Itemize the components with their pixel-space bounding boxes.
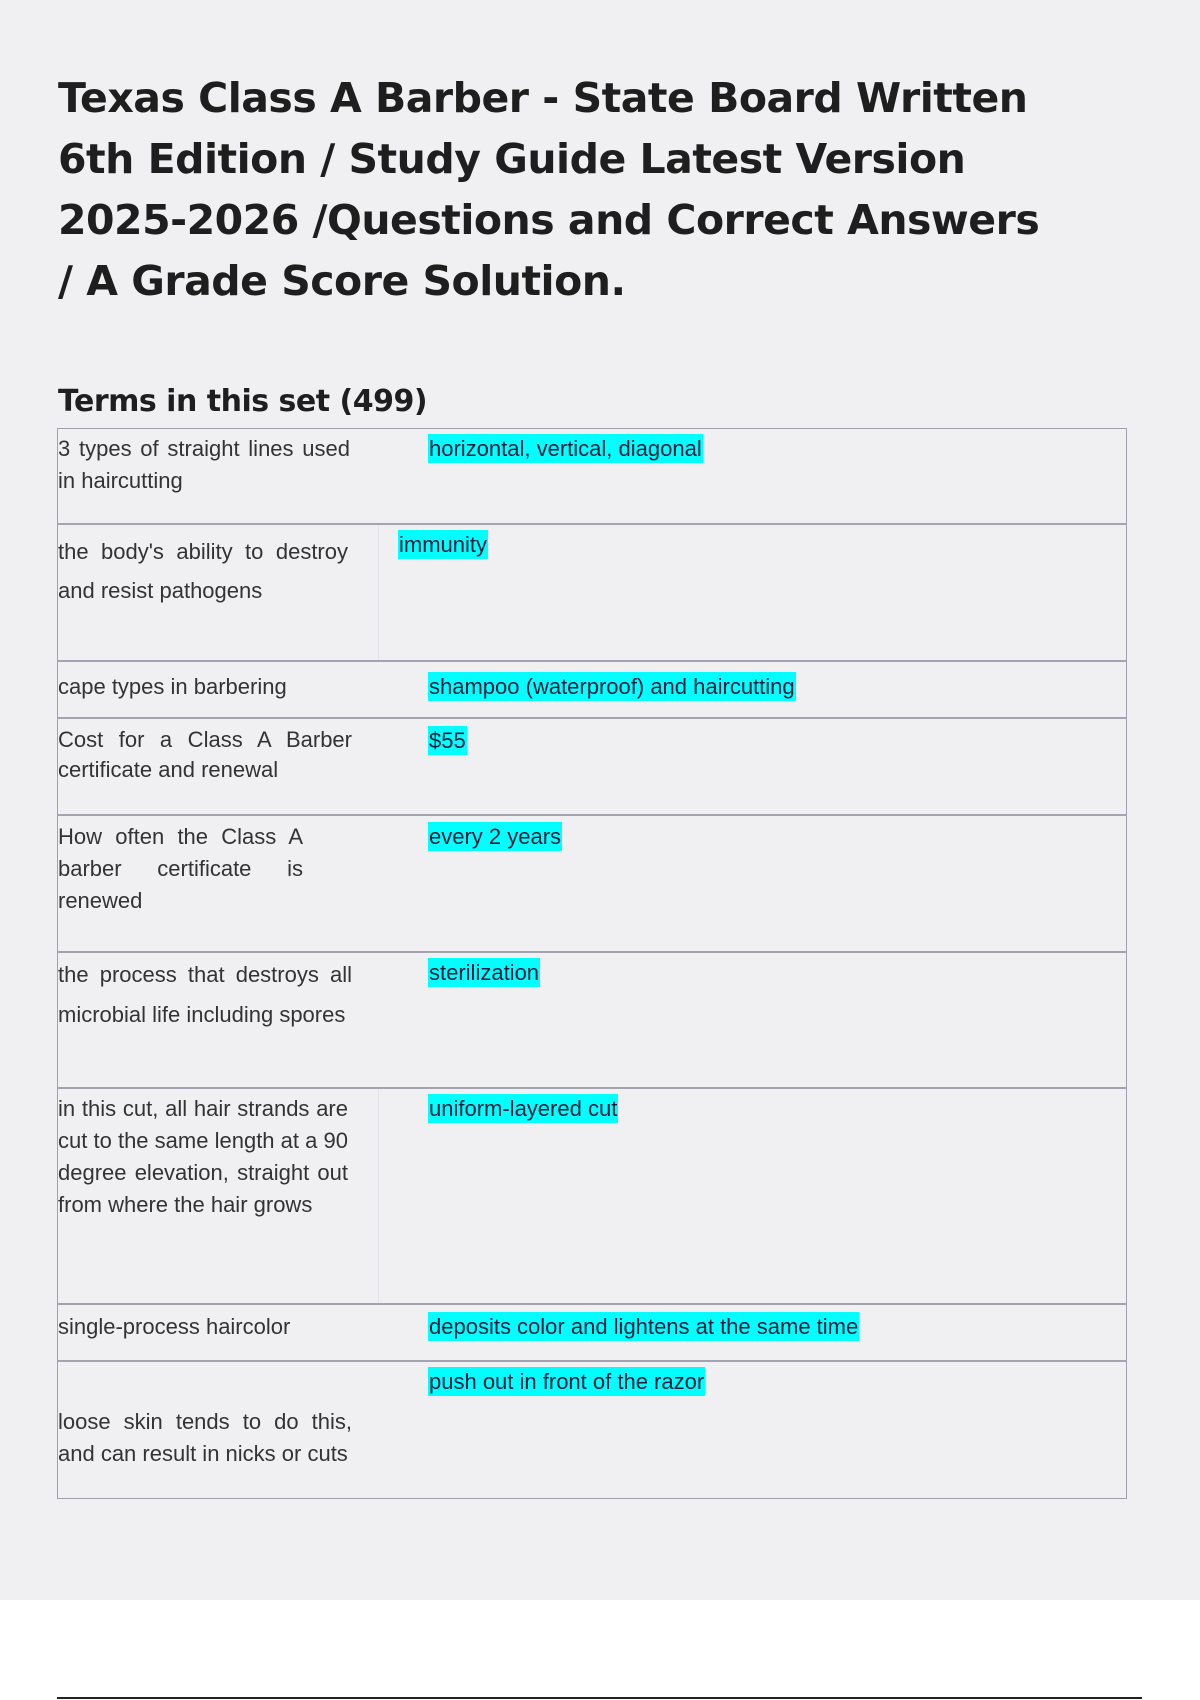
definition-text (428, 1366, 705, 1398)
terms-set-heading: Terms in this set (499) (58, 384, 428, 419)
definition-text (398, 529, 488, 561)
definition-highlight: every 2 years (429, 824, 562, 849)
definition-text (428, 1093, 618, 1125)
term-text: How often the Class A barber certificate is renewed (58, 824, 303, 913)
definition-highlight: deposits color and lightens at the same time (429, 1314, 859, 1339)
definition-text (428, 433, 703, 465)
definition-highlight: sterilization (429, 960, 540, 985)
term-text: single-process haircolor (58, 1314, 291, 1339)
term-row (58, 1089, 1126, 1305)
definition-highlight: push out in front of the razor (429, 1369, 705, 1394)
definition-highlight: shampoo (waterproof) and haircutting (429, 674, 795, 699)
term-text: Cost for a Class A Barber certificate and renewal (58, 727, 352, 782)
term-row (58, 719, 1126, 816)
term-text: the process that destroys all microbial life including spores (58, 962, 352, 1027)
definition-highlight: $55 (429, 728, 466, 753)
footer-rule (57, 1697, 1142, 1699)
term-row (58, 816, 1126, 953)
definition-text (428, 957, 540, 989)
definition-highlight: immunity (399, 532, 488, 557)
term-text: 3 types of straight lines used in haircutting (58, 436, 350, 493)
definition-text (428, 725, 467, 757)
column-divider (378, 1089, 379, 1303)
term-text: in this cut, all hair strands are cut to the same length at a 90 degree elevation, straight out from where the hair grows (58, 1096, 348, 1217)
term-row (58, 429, 1126, 525)
term-text: loose skin tends to do this, and can result in nicks or cuts (58, 1409, 352, 1466)
column-divider (378, 525, 379, 660)
definition-highlight: uniform-layered cut (429, 1096, 618, 1121)
term-row (58, 525, 1126, 662)
term-row (58, 1305, 1126, 1362)
term-row (58, 1362, 1126, 1498)
terms-table (57, 428, 1127, 1499)
term-row (58, 662, 1126, 719)
definition-text (428, 821, 562, 853)
term-text: cape types in barbering (58, 674, 287, 699)
definition-text (428, 671, 796, 703)
term-text: the body's ability to destroy and resist pathogens (58, 539, 348, 603)
definition-highlight: horizontal, vertical, diagonal (429, 436, 702, 461)
definition-text (428, 1311, 859, 1343)
document-title: Texas Class A Barber - State Board Written 6th Edition / Study Guide Latest Version 2025-2026 /Questions and Correct Answers / A Grade Score Solution. (58, 74, 1040, 305)
term-row (58, 953, 1126, 1089)
